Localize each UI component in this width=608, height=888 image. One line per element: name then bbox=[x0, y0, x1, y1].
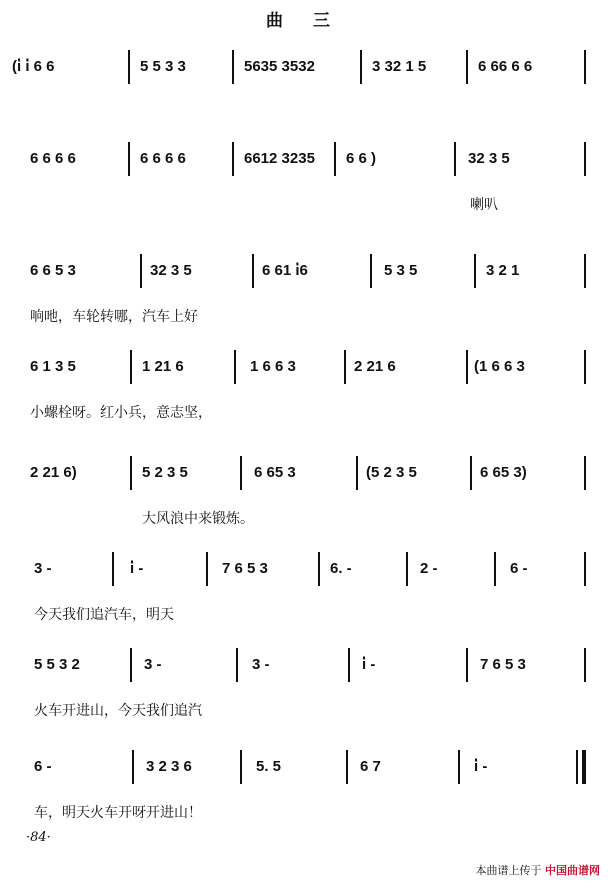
measure: 3 2 3 6 bbox=[146, 758, 192, 775]
barline bbox=[584, 350, 586, 384]
barline bbox=[348, 648, 350, 682]
score-system bbox=[0, 464, 608, 564]
measure: 6612 3235 bbox=[244, 150, 315, 167]
lyric-text: 喇叭 bbox=[470, 197, 498, 213]
barline bbox=[232, 142, 234, 176]
barline bbox=[234, 350, 236, 384]
final-barline bbox=[582, 750, 586, 784]
measure: 1 21 6 bbox=[142, 358, 184, 375]
measure: 6 6 6 6 bbox=[30, 150, 76, 167]
lyrics-row bbox=[0, 402, 608, 424]
barline bbox=[370, 254, 372, 288]
measure: 3 - bbox=[144, 656, 162, 673]
watermark-site: 中国曲谱网 bbox=[545, 864, 600, 877]
score-system bbox=[0, 656, 608, 756]
barline bbox=[406, 552, 408, 586]
measure: 32 3 5 bbox=[468, 150, 510, 167]
barline bbox=[112, 552, 114, 586]
barline bbox=[344, 350, 346, 384]
lyric-text: 小螺栓呀。红小兵，意志坚， bbox=[30, 405, 212, 421]
score-system bbox=[0, 358, 608, 458]
barline bbox=[360, 50, 362, 84]
measure: 6 6 ) bbox=[346, 150, 377, 167]
notation-row bbox=[0, 758, 608, 782]
score-system bbox=[0, 758, 608, 858]
measure: 7 6 5 3 bbox=[222, 560, 268, 577]
barline bbox=[470, 456, 472, 490]
measure: 5 5 3 3 bbox=[140, 58, 186, 75]
notation-row bbox=[0, 262, 608, 286]
measure: 5. 5 bbox=[256, 758, 282, 775]
notation-row bbox=[0, 560, 608, 584]
page-number: ·84· bbox=[26, 830, 51, 845]
score-system bbox=[0, 262, 608, 362]
measure: 6 65 3 bbox=[254, 464, 296, 481]
measure: 6 66 6 6 bbox=[478, 58, 533, 75]
measure: i̇ - bbox=[474, 758, 488, 775]
measure: 6 6 5 3 bbox=[30, 262, 76, 279]
lyric-text: 车，明天火车开呀开进山！ bbox=[34, 805, 202, 821]
barline bbox=[474, 254, 476, 288]
lyrics-row bbox=[0, 802, 608, 824]
lyrics-row bbox=[0, 604, 608, 626]
barline bbox=[584, 456, 586, 490]
barline bbox=[130, 648, 132, 682]
barline bbox=[346, 750, 348, 784]
barline bbox=[584, 648, 586, 682]
barline bbox=[584, 50, 586, 84]
measure: 6 6 6 6 bbox=[140, 150, 186, 167]
measure: 6 - bbox=[510, 560, 528, 577]
measure: 5 5 3 2 bbox=[34, 656, 80, 673]
page-title: 曲 三 bbox=[266, 11, 342, 31]
barline bbox=[206, 552, 208, 586]
measure: 5635 3532 bbox=[244, 58, 315, 75]
measure: (1 6 6 3 bbox=[474, 358, 525, 375]
measure: 32 3 5 bbox=[150, 262, 192, 279]
barline bbox=[454, 142, 456, 176]
measure: 3 2 1 bbox=[486, 262, 520, 279]
barline bbox=[334, 142, 336, 176]
barline bbox=[130, 350, 132, 384]
lyric-text: 火车开进山，今天我们追汽 bbox=[34, 703, 202, 719]
measure: 6 1 3 5 bbox=[30, 358, 76, 375]
watermark bbox=[476, 862, 601, 878]
barline bbox=[236, 648, 238, 682]
lyric-text: 今天我们追汽车，明天 bbox=[34, 607, 174, 623]
barline bbox=[576, 750, 578, 784]
barline bbox=[140, 254, 142, 288]
lyrics-row bbox=[0, 102, 608, 124]
lyrics-row bbox=[0, 194, 608, 216]
watermark-prefix: 本曲谱上传于 bbox=[475, 864, 542, 877]
score-system bbox=[0, 560, 608, 660]
barline bbox=[458, 750, 460, 784]
notation-row bbox=[0, 464, 608, 488]
measure: 3 32 1 5 bbox=[372, 58, 427, 75]
notation-row bbox=[0, 358, 608, 382]
lyrics-row bbox=[0, 306, 608, 328]
barline bbox=[252, 254, 254, 288]
barline bbox=[584, 254, 586, 288]
notation-row bbox=[0, 150, 608, 174]
measure: 1 6 6 3 bbox=[250, 358, 296, 375]
measure: 2 - bbox=[420, 560, 438, 577]
barline bbox=[240, 750, 242, 784]
barline bbox=[232, 50, 234, 84]
measure: 6 65 3) bbox=[480, 464, 527, 481]
measure: 7 6 5 3 bbox=[480, 656, 526, 673]
barline bbox=[584, 552, 586, 586]
notation-row bbox=[0, 58, 608, 82]
measure: (i̇ i̇ 6 6 bbox=[12, 58, 55, 75]
lyrics-row bbox=[0, 508, 608, 530]
score-system bbox=[0, 58, 608, 158]
measure: 5 2 3 5 bbox=[142, 464, 188, 481]
barline bbox=[128, 142, 130, 176]
barline bbox=[466, 50, 468, 84]
measure: 2 21 6) bbox=[30, 464, 77, 481]
barline bbox=[466, 350, 468, 384]
measure: 3 - bbox=[252, 656, 270, 673]
measure: 3 - bbox=[34, 560, 52, 577]
barline bbox=[240, 456, 242, 490]
barline bbox=[584, 142, 586, 176]
measure: 6 - bbox=[34, 758, 52, 775]
lyrics-row bbox=[0, 700, 608, 722]
barline bbox=[318, 552, 320, 586]
score-system bbox=[0, 150, 608, 250]
barline bbox=[466, 648, 468, 682]
barline bbox=[494, 552, 496, 586]
measure: (5 2 3 5 bbox=[366, 464, 417, 481]
lyric-text: 大风浪中来锻炼。 bbox=[142, 511, 254, 527]
notation-row bbox=[0, 656, 608, 680]
measure: i̇ - bbox=[362, 656, 376, 673]
measure: 5 3 5 bbox=[384, 262, 418, 279]
barline bbox=[356, 456, 358, 490]
lyric-text: 响吔，车轮转哪，汽车上好 bbox=[30, 309, 198, 325]
measure: 6 7 bbox=[360, 758, 381, 775]
barline bbox=[128, 50, 130, 84]
measure: i̇ - bbox=[130, 560, 144, 577]
measure: 6 61 i̇6 bbox=[262, 262, 308, 279]
barline bbox=[132, 750, 134, 784]
barline bbox=[130, 456, 132, 490]
measure: 6. - bbox=[330, 560, 352, 577]
measure: 2 21 6 bbox=[354, 358, 396, 375]
